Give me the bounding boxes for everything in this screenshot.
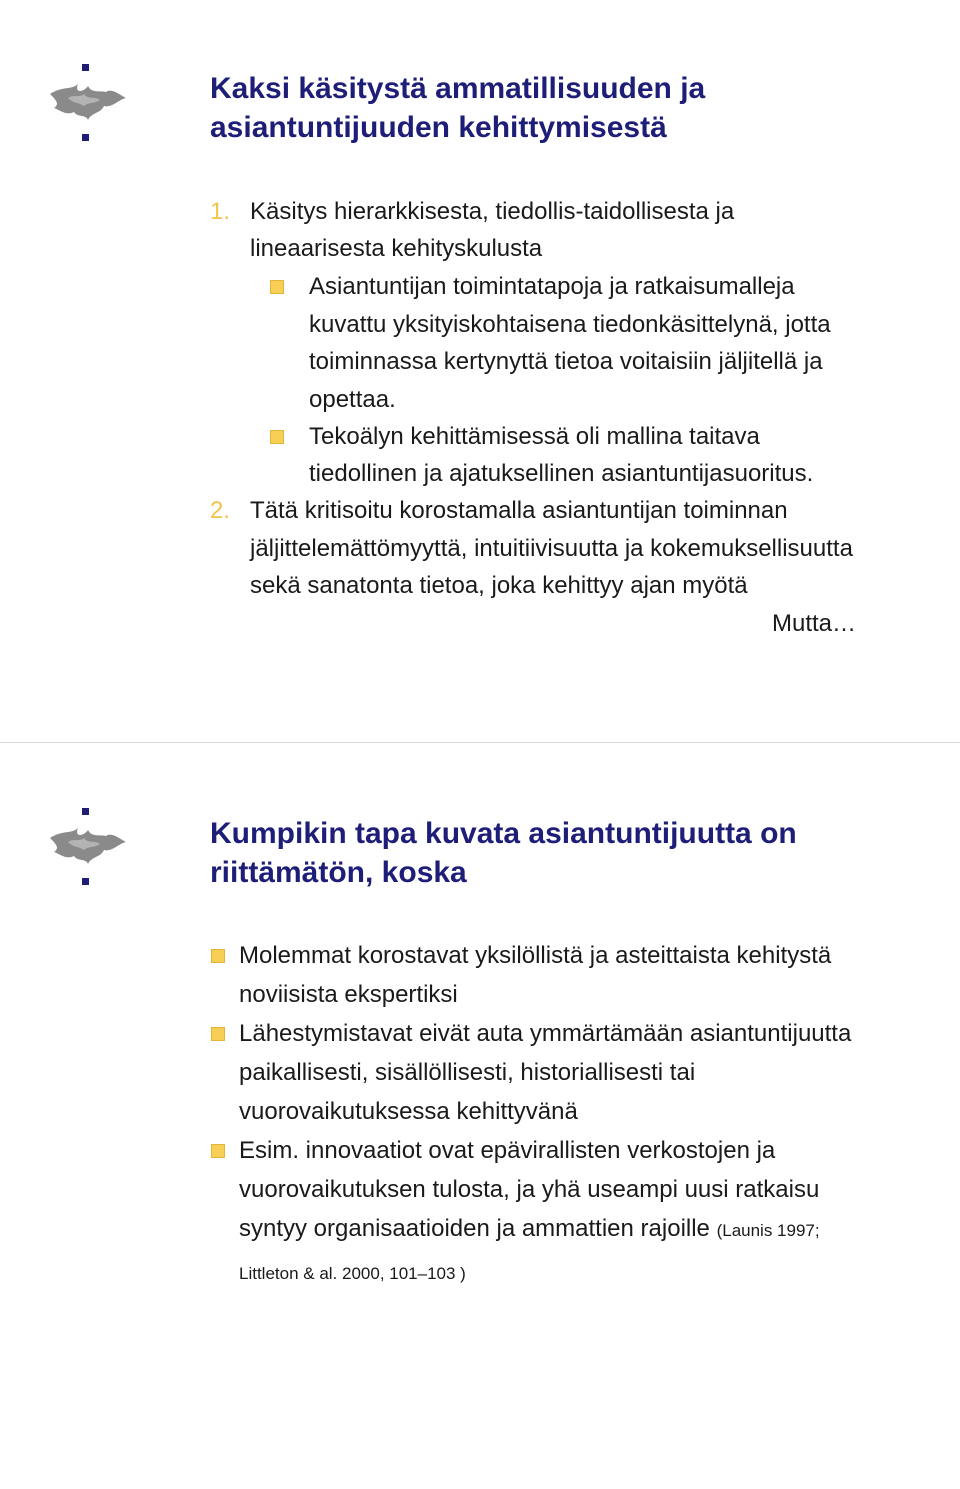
university-flame-logo <box>48 808 128 888</box>
item-2-line-3: sekä sanatonta tietoa, joka kehittyy ajan myötä <box>250 572 748 599</box>
sub-bullet-1-line-2: kuvattu yksityiskohtaisena tiedonkäsittelynä, jotta <box>309 311 831 338</box>
sub-bullet-2-line-2: tiedollinen ja ajatuksellinen asiantuntijasuoritus. <box>309 460 814 487</box>
item-1-number: 1. <box>210 198 231 225</box>
bullet-2-line-1: Lähestymistavat eivät auta ymmärtämään asiantuntijuutta <box>239 1020 852 1047</box>
citation-inline: (Launis 1997; <box>716 1221 820 1240</box>
item-1-line-2: lineaarisesta kehityskulusta <box>250 235 543 262</box>
slide-divider <box>0 742 960 743</box>
square-bullet-icon <box>211 1144 225 1158</box>
slide-1-title-line-1: Kaksi käsitystä ammatillisuuden ja <box>210 72 706 105</box>
slide-1 <box>0 0 960 742</box>
closing-text: Mutta… <box>772 610 857 637</box>
square-bullet-icon <box>270 280 284 294</box>
item-2-line-1: Tätä kritisoitu korostamalla asiantuntijan toiminnan <box>250 497 788 524</box>
bullet-3-line-2: vuorovaikutuksen tulosta, ja yhä useampi uusi ratkaisu <box>239 1176 820 1203</box>
bullet-3-line-1: Esim. innovaatiot ovat epävirallisten verkostojen ja <box>239 1137 776 1164</box>
slide-1-title <box>210 69 705 147</box>
slide-2-title <box>210 814 797 892</box>
item-1-line-1: Käsitys hierarkkisesta, tiedollis-taidollisesta ja <box>250 198 735 225</box>
bullet-1-line-1: Molemmat korostavat yksilöllistä ja asteittaista kehitystä <box>239 942 832 969</box>
bullet-1-line-2: noviisista ekspertiksi <box>239 981 458 1008</box>
square-bullet-icon <box>211 1027 225 1041</box>
sub-bullet-1-line-3: toiminnassa kertynyttä tietoa voitaisiin jäljitellä ja <box>309 348 823 375</box>
sub-bullet-1-line-1: Asiantuntijan toimintatapoja ja ratkaisumalleja <box>309 273 795 300</box>
university-flame-logo <box>48 64 128 144</box>
citation-line: Littleton & al. 2000, 101–103 ) <box>239 1264 466 1283</box>
slide-2 <box>0 744 960 1489</box>
square-bullet-icon <box>270 430 284 444</box>
bullet-2-line-3: vuorovaikutuksessa kehittyvänä <box>239 1098 578 1125</box>
sub-bullet-2-line-1: Tekoälyn kehittämisessä oli mallina taitava <box>309 423 760 450</box>
bullet-3-line-3 <box>239 1214 820 1246</box>
slide-1-title-line-2: asiantuntijuuden kehittymisestä <box>210 111 667 144</box>
slide-2-title-line-1: Kumpikin tapa kuvata asiantuntijuutta on <box>210 817 797 850</box>
bullet-2-line-2: paikallisesti, sisällöllisesti, historiallisesti tai <box>239 1059 696 1086</box>
sub-bullet-1-line-4: opettaa. <box>309 386 396 413</box>
item-2-number: 2. <box>210 497 231 524</box>
slide-2-title-line-2: riittämätön, koska <box>210 856 467 889</box>
square-bullet-icon <box>211 949 225 963</box>
bullet-3-line-3-text: syntyy organisaatioiden ja ammattien rajoille <box>239 1215 710 1242</box>
item-2-line-2: jäljittelemättömyyttä, intuitiivisuutta ja kokemuksellisuutta <box>250 535 853 562</box>
